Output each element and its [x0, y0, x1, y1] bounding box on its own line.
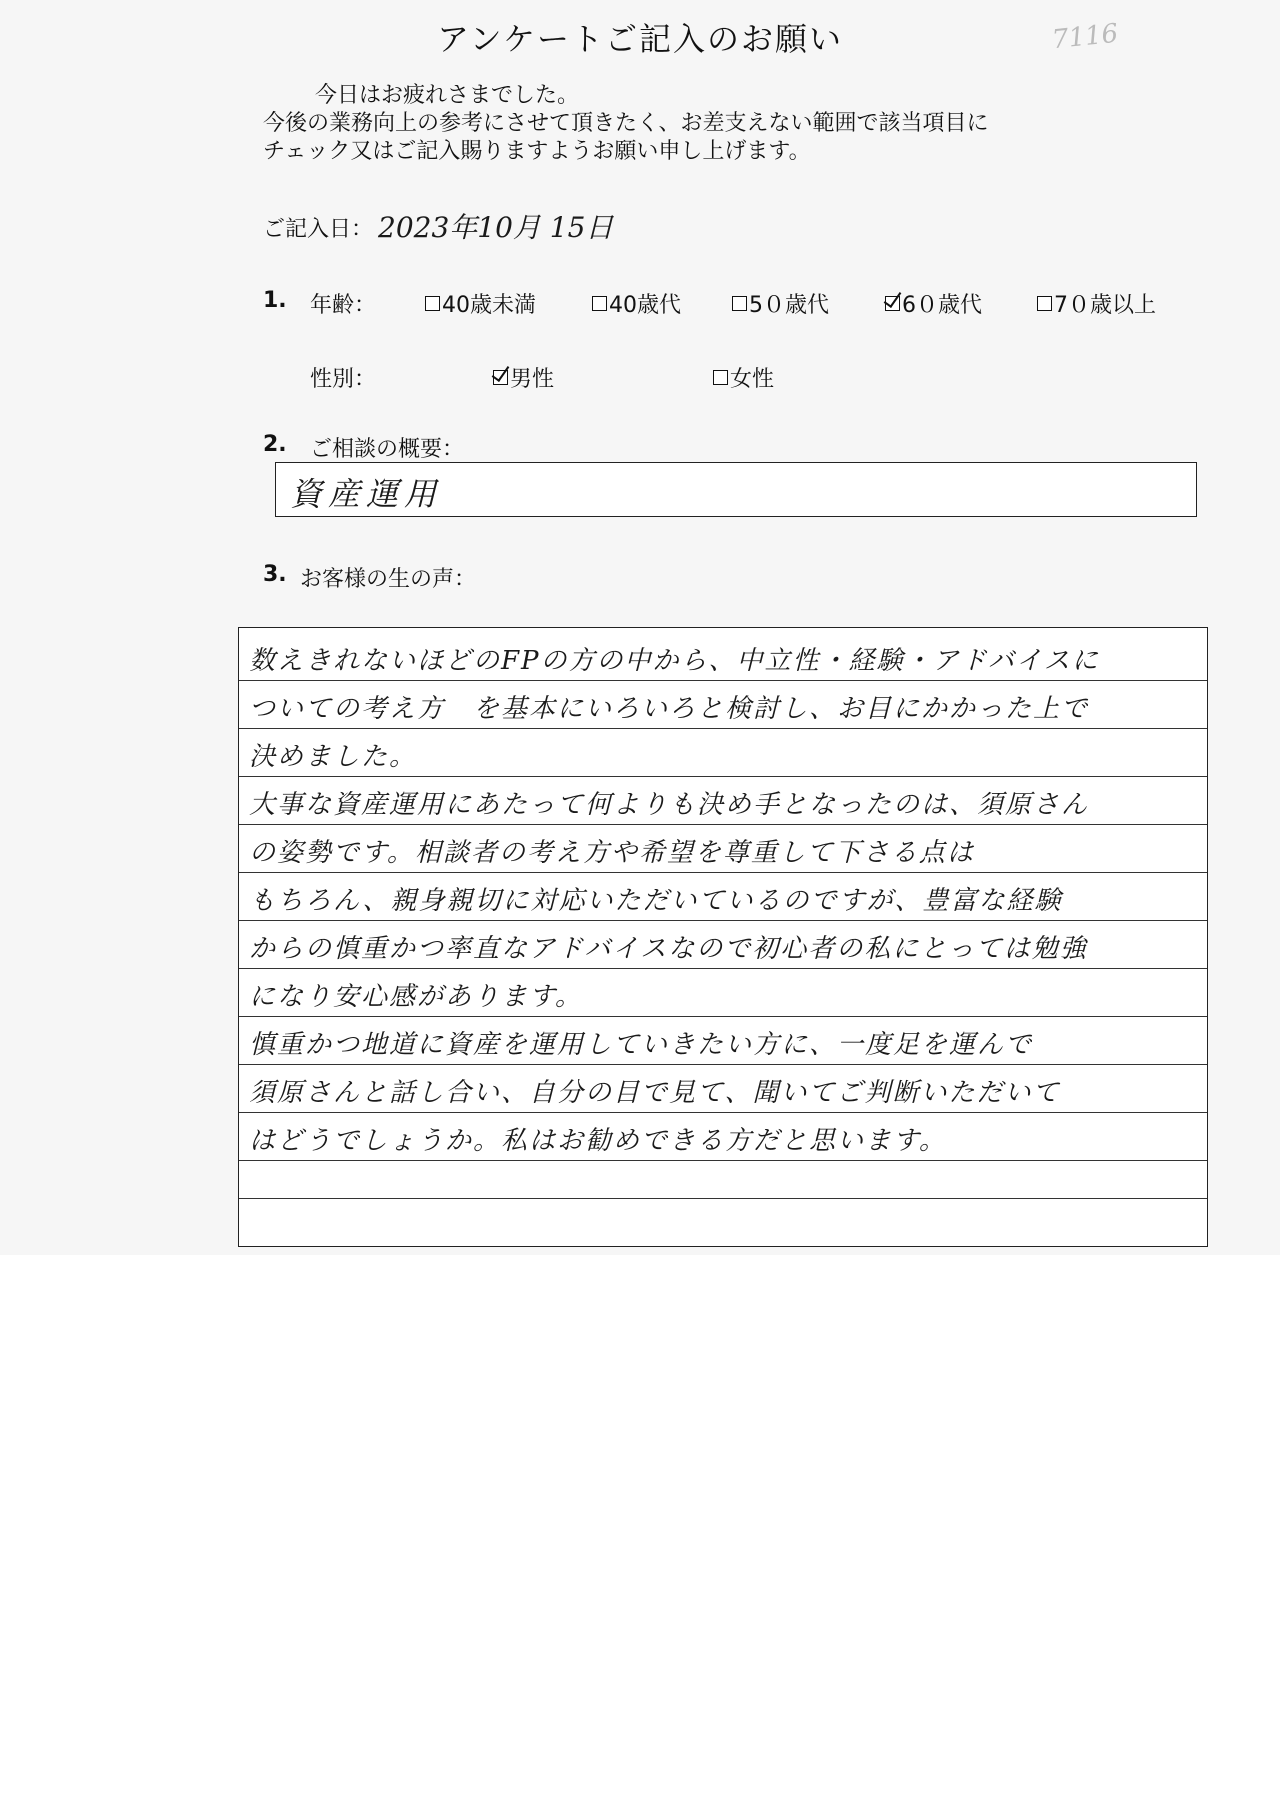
q2-number: 2.: [263, 432, 287, 457]
ruled-line: [239, 728, 1207, 729]
voice-line-5: の姿勢です。相談者の考え方や希望を尊重して下さる点は: [249, 838, 975, 868]
sheet-margin: [0, 1255, 1280, 1810]
voice-line-2: ついての考え方 を基本にいろいろと検討し、お目にかかった上で: [249, 694, 1090, 724]
corner-note: 7116: [1050, 18, 1120, 56]
ruled-line: [239, 824, 1207, 825]
age-option-label: 6０歳代: [902, 293, 982, 318]
intro-line-1: 今日はお疲れさまでした。: [315, 83, 580, 108]
checkbox[interactable]: [713, 370, 728, 385]
ruled-line: [239, 1160, 1207, 1161]
consultation-summary-field[interactable]: [275, 462, 1197, 517]
voice-line-11: はどうでしょうか。私はお勧めできる方だと思います。: [249, 1126, 947, 1156]
page-title: アンケートご記入のお願い: [436, 20, 844, 58]
age-option-40s[interactable]: [592, 288, 681, 319]
checkbox[interactable]: [1037, 296, 1052, 311]
age-option-70-plus[interactable]: [1037, 288, 1156, 319]
voice-line-8: になり安心感があります。: [249, 982, 583, 1012]
age-option-label: 40歳代: [609, 293, 681, 318]
voice-line-10: 須原さんと話し合い、自分の目で見て、聞いてご判断いただいて: [249, 1078, 1061, 1108]
q3-number: 3.: [263, 562, 287, 587]
age-option-label: 40歳未満: [442, 293, 536, 318]
ruled-line: [239, 1112, 1207, 1113]
intro-line-2: 今後の業務向上の参考にさせて頂きたく、お差支えない範囲で該当項目に: [263, 111, 989, 136]
q3-label: お客様の生の声：: [300, 567, 477, 592]
age-option-label: 7０歳以上: [1054, 293, 1156, 318]
consultation-summary-text: 資産運用: [290, 475, 443, 513]
voice-line-4: 大事な資産運用にあたって何よりも決め手となったのは、須原さん: [249, 790, 1090, 820]
ruled-line: [239, 776, 1207, 777]
ruled-line: [239, 872, 1207, 873]
age-option-under-40[interactable]: [425, 288, 536, 319]
checkbox-checked[interactable]: [885, 296, 900, 311]
ruled-line: [239, 1064, 1207, 1065]
gender-option-label: 女性: [730, 367, 775, 392]
age-option-60s[interactable]: [885, 288, 982, 319]
customer-voice-field[interactable]: [238, 627, 1208, 1247]
ruled-line: [239, 920, 1207, 921]
intro-line-3: チェック又はご記入賜りますようお願い申し上げます。: [263, 139, 811, 164]
checkbox[interactable]: [592, 296, 607, 311]
ruled-line: [239, 1198, 1207, 1199]
ruled-line: [239, 680, 1207, 681]
gender-option-female[interactable]: [713, 362, 774, 393]
q1-number: 1.: [263, 288, 287, 313]
date-label: ご記入日：: [263, 217, 374, 242]
gender-label: 性別：: [310, 367, 377, 392]
ruled-line: [239, 1016, 1207, 1017]
checkbox-checked[interactable]: [493, 370, 508, 385]
voice-line-7: からの慎重かつ率直なアドバイスなので初心者の私にとっては勉強: [249, 934, 1088, 964]
gender-option-male[interactable]: [493, 362, 554, 393]
age-label: 年齢：: [310, 293, 377, 318]
age-option-50s[interactable]: [732, 288, 829, 319]
date-value[interactable]: 2023年10月 15日: [378, 211, 614, 244]
ruled-line: [239, 968, 1207, 969]
checkbox[interactable]: [425, 296, 440, 311]
voice-line-6: もちろん、親身親切に対応いただいているのですが、豊富な経験: [249, 886, 1063, 916]
voice-line-9: 慎重かつ地道に資産を運用していきたい方に、一度足を運んで: [249, 1030, 1034, 1060]
q2-label: ご相談の概要：: [310, 437, 465, 462]
age-option-label: 5０歳代: [749, 293, 829, 318]
voice-line-3: 決めました。: [249, 742, 418, 772]
voice-line-1: 数えきれないほどのFPの方の中から、中立性・経験・アドバイスに: [249, 646, 1100, 676]
checkbox[interactable]: [732, 296, 747, 311]
gender-option-label: 男性: [510, 367, 555, 392]
